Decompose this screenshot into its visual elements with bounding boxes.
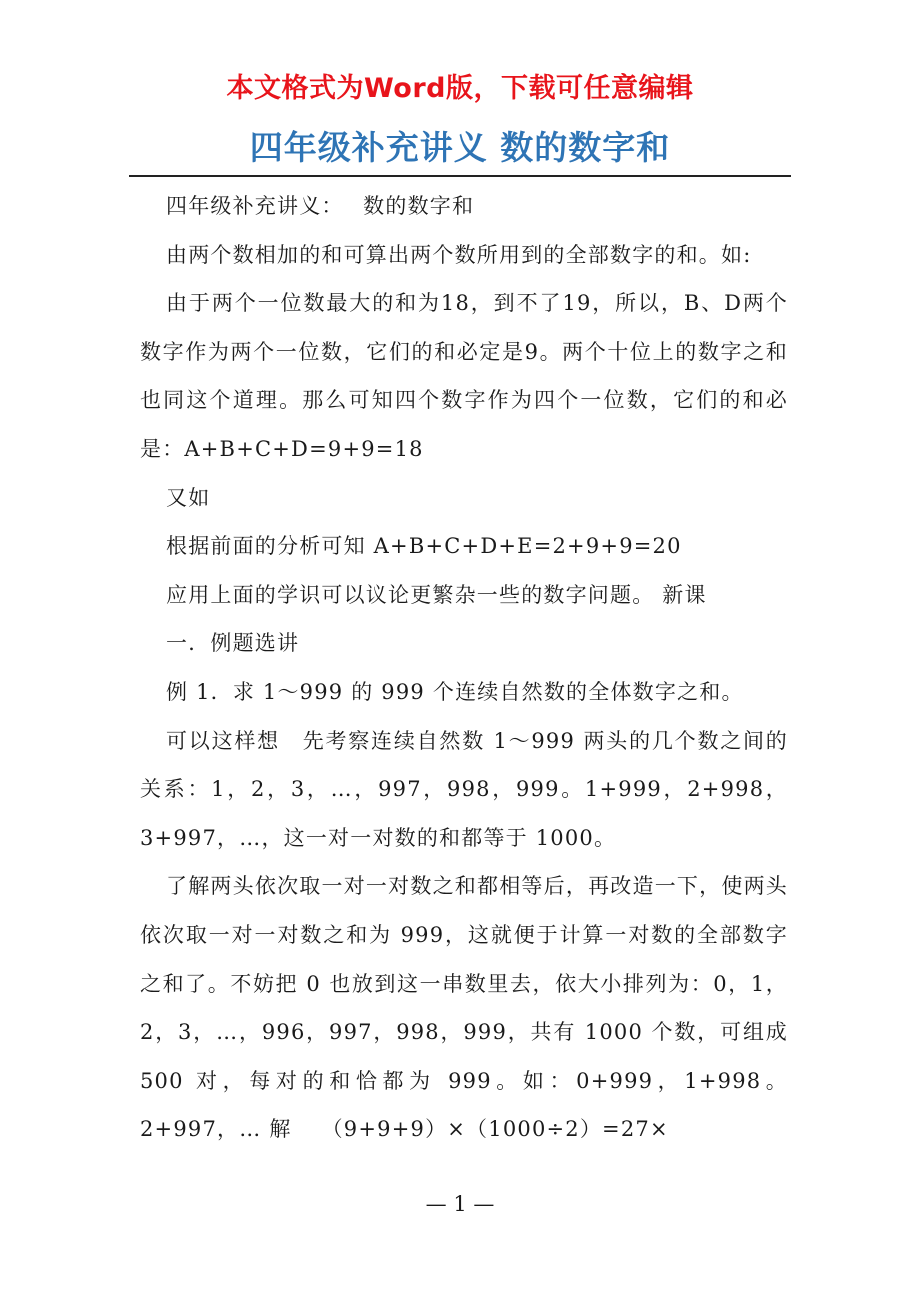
paragraph-analysis: 根据前面的分析可知 A+B+C+D+E=2+9+9=20 [166,534,682,559]
paragraph-application: 应用上面的学识可以议论更繁杂一些的数字问题。 新课 [166,582,707,607]
page-number: — 1 — [425,1192,495,1216]
document-body [140,182,788,1154]
paragraph-explanation: 由于两个一位数最大的和为18，到不了19，所以，B、D两个数字作为两个一位数，它们的和必定是9。两个十位上的数字之和也同这个道理。那么可知四个数字作为四个一位数，它们的和必是：A+B+C+D=9+9=18 [140,291,788,461]
document-title: 四年级补充讲义 数的数字和 [249,128,671,167]
example-1-question: 例 1．求 1～999 的 999 个连续自然数的全体数字之和。 [166,679,744,704]
format-notice-banner: 本文格式为Word版，下载可任意编辑 [226,73,694,104]
example-1-thinking: 可以这样想 先考察连续自然数 1～999 两头的几个数之间的关系：1，2，3，…，997，998，999。1+999，2+998，3+997，…，这一对一对数的和都等于 1000。 [140,728,788,850]
example-1-solution: 了解两头依次取一对一对数之和都相等后，再改造一下，使两头依次取一对一对数之和为 999，这就便于计算一对数的全部数字之和了。不妨把 0 也放到这一串数里去，依大小排列为：0，1，2，3，…，996，997，998，999，共有 1000 个数，可组成 500 对，每对的和恰都为 999。如：0+999，1+998。2+997，… 解 （9+9+9）×（1000÷2）=27× [140,874,788,1142]
section-heading-examples: 一．例题选讲 [166,631,300,656]
paragraph-another-example: 又如 [166,485,211,510]
title-divider [129,175,791,177]
paragraph-subtitle: 四年级补充讲义： 数的数字和 [166,194,475,218]
paragraph-intro: 由两个数相加的和可算出两个数所用到的全部数字的和。如: [166,242,752,267]
